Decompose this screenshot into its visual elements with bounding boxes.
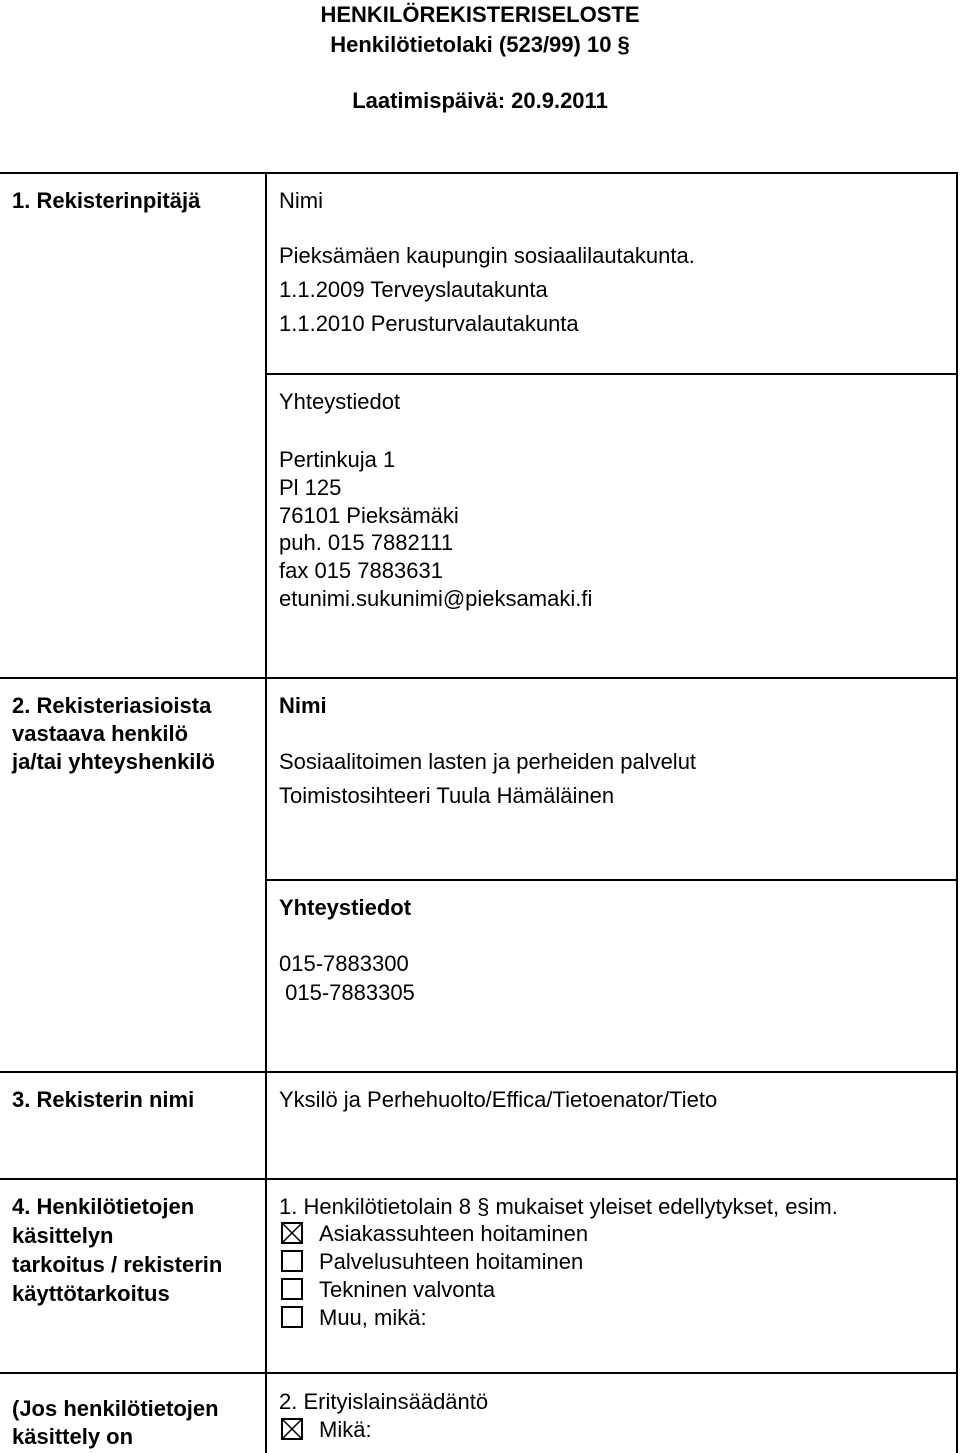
checkbox-tekninen-valvonta[interactable] [281,1278,303,1300]
section4-label-line: käyttötarkoitus [12,1281,170,1306]
row-divider-1a [265,373,958,375]
document-subtitle: Henkilötietolaki (523/99) 10 § [330,32,630,57]
section1-contact-heading: Yhteystiedot [279,389,401,414]
column-divider [265,172,267,1453]
row-divider-3 [0,1071,958,1073]
row-divider-5 [0,1372,958,1374]
checkbox-label: Muu, mikä: [319,1305,427,1330]
section1-contact-line: Pertinkuja 1 [279,447,396,472]
table-top-border [0,172,958,174]
section1-name-heading: Nimi [279,188,323,213]
section2-contact-line: 015-7883300 [279,951,409,976]
section2-label-line: 2. Rekisteriasioista [12,693,212,718]
row-divider-2 [0,677,958,679]
section4-label-line: tarkoitus / rekisterin [12,1252,223,1277]
checkbox-label: Mikä: [319,1417,372,1442]
checkbox-label: Asiakassuhteen hoitaminen [319,1221,589,1246]
section3-value: Yksilö ja Perhehuolto/Effica/Tietoenator/Tieto [279,1087,718,1112]
section4-label-line: 4. Henkilötietojen [12,1194,195,1219]
section2-label-line: vastaava henkilö [12,721,189,746]
table-right-border [956,172,958,1453]
section2-name-line: Toimistosihteeri Tuula Hämäläinen [279,783,615,808]
checkbox-asiakassuhde[interactable] [281,1222,303,1244]
section1-contact-line: fax 015 7883631 [279,558,443,583]
section5-label-line: (Jos henkilötietojen [12,1396,219,1421]
checkbox-palvelussuhde[interactable] [281,1250,303,1272]
section1-contact-line: puh. 015 7882111 [279,530,454,555]
section2-label-line: ja/tai yhteyshenkilö [12,749,215,774]
checkbox-mika[interactable] [281,1418,303,1440]
section2-name-line: Sosiaalitoimen lasten ja perheiden palvelut [279,749,697,774]
section1-contact-email: etunimi.sukunimi@pieksamaki.fi [279,586,593,611]
checkbox-label: Palvelusuhteen hoitaminen [319,1249,584,1274]
section2-contact-heading: Yhteystiedot [279,895,412,920]
section2-name-heading: Nimi [279,693,327,718]
document-date: Laatimispäivä: 20.9.2011 [352,88,608,113]
section1-contact-line: Pl 125 [279,475,342,500]
checkbox-muu[interactable] [281,1306,303,1328]
section4-intro: 1. Henkilötietolain 8 § mukaiset yleiset edellytykset, esim. [279,1194,838,1219]
checkbox-label: Tekninen valvonta [319,1277,496,1302]
section1-name-line: 1.1.2010 Perusturvalautakunta [279,311,579,336]
document-title: HENKILÖREKISTERISELOSTE [320,2,640,27]
section5-heading: 2. Erityislainsäädäntö [279,1389,489,1414]
section4-label-line: käsittelyn [12,1223,114,1248]
section1-label: 1. Rekisterinpitäjä [12,188,201,213]
section5-label-line: käsittely on [12,1424,134,1449]
section1-name-line: Pieksämäen kaupungin sosiaalilautakunta. [279,243,695,268]
checkbox-x-icon [283,1420,301,1438]
section2-contact-line: 015-7883305 [279,980,415,1005]
section1-name-line: 1.1.2009 Terveyslautakunta [279,277,548,302]
row-divider-4 [0,1178,958,1180]
row-divider-2a [265,879,958,881]
checkbox-x-icon [283,1224,301,1242]
section3-label: 3. Rekisterin nimi [12,1087,195,1112]
section1-contact-line: 76101 Pieksämäki [279,503,459,528]
